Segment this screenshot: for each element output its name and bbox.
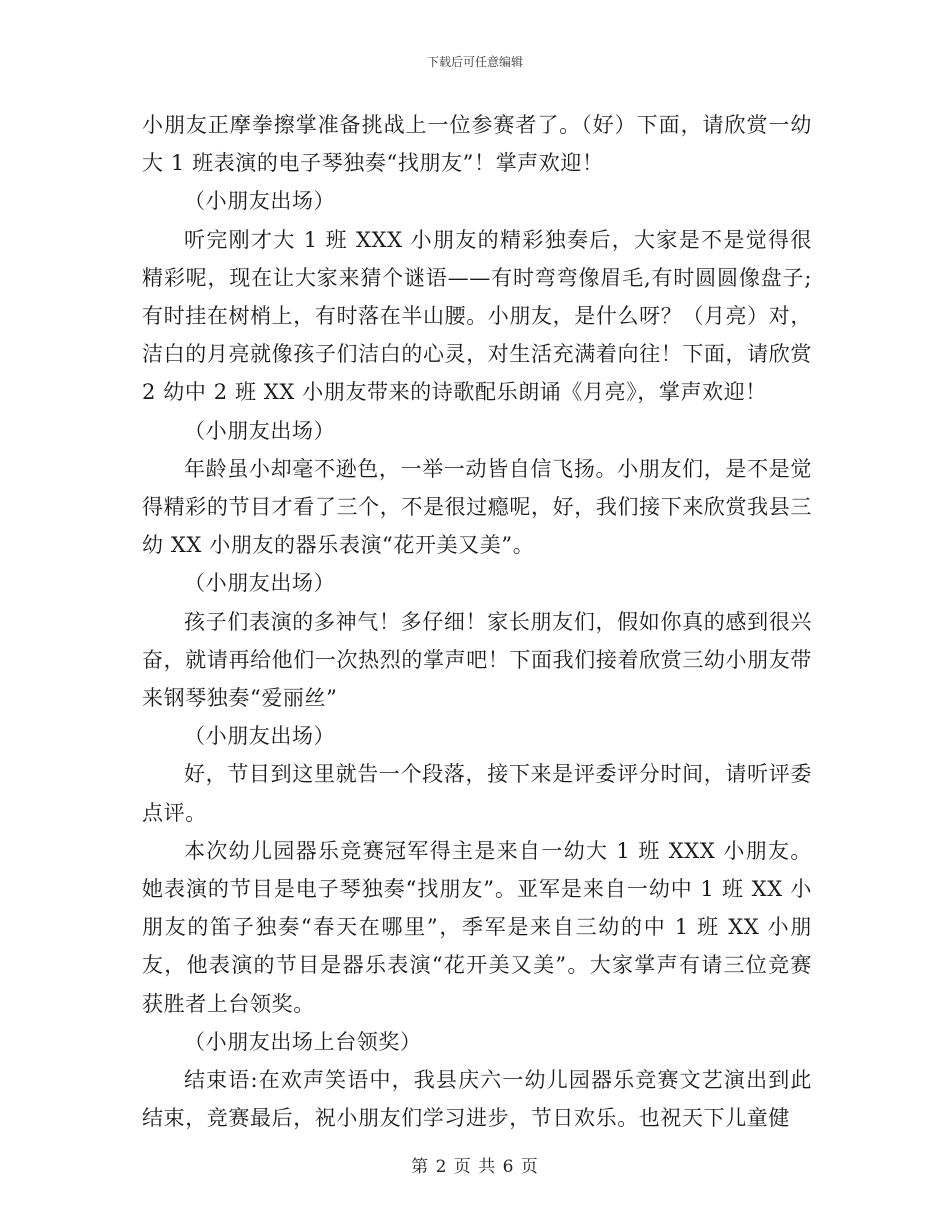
paragraph: 结束语:在欢声笑语中，我县庆六一幼儿园器乐竞赛文艺演出到此结束，竞赛最后，祝小朋友们学习进步，节日欢乐。也祝天下儿童健 <box>142 1068 812 1131</box>
page-header: 下载后可任意编辑 <box>426 55 523 69</box>
stage-note: （小朋友出场） <box>184 189 336 214</box>
paragraph: 好，节目到这里就告一个段落，接下来是评委评分时间，请听评委点评。 <box>142 762 812 825</box>
paragraph: 本次幼儿园器乐竞赛冠军得主是来自一幼大 1 班 XXX 小朋友。她表演的节目是电子琴独奏“找朋友”。亚军是来自一幼中 1 班 XX 小朋友的笛子独奏“春天在哪里”，季军是来自三幼的中 1 班 XX 小朋友，他表演的节目是器乐表演“花开美又美”。大家掌声有请三位竞赛获胜者上台领奖。 <box>142 838 812 1016</box>
stage-note: （小朋友出场） <box>184 724 336 749</box>
stage-note: （小朋友出场） <box>184 571 336 596</box>
stage-note: （小朋友出场上台领奖） <box>184 1029 422 1054</box>
stage-note: （小朋友出场） <box>184 418 336 443</box>
page-number: 第 2 页 共 6 页 <box>411 1157 539 1177</box>
document-body <box>142 106 812 1137</box>
paragraph: 年龄虽小却毫不逊色，一举一动皆自信飞扬。小朋友们，是不是觉得精彩的节目才看了三个，不是很过瘾呢，好，我们接下来欣赏我县三幼 XX 小朋友的器乐表演“花开美又美”。 <box>142 456 812 558</box>
paragraph: 孩子们表演的多神气！多仔细！家长朋友们，假如你真的感到很兴奋，就请再给他们一次热烈的掌声吧！下面我们接着欣赏三幼小朋友带来钢琴独奏“爱丽丝” <box>142 609 812 711</box>
paragraph: 听完刚才大 1 班 XXX 小朋友的精彩独奏后，大家是不是觉得很精彩呢，现在让大家来猜个谜语——有时弯弯像眉毛,有时圆圆像盘子;有时挂在树梢上，有时落在半山腰。小朋友，是什么呀？（月亮）对，洁白的月亮就像孩子们洁白的心灵，对生活充满着向往！下面，请欣赏 2 幼中 2 班 XX 小朋友带来的诗歌配乐朗诵《月亮》，掌声欢迎！ <box>142 227 812 405</box>
paragraph: 小朋友正摩拳擦掌准备挑战上一位参赛者了。（好）下面，请欣赏一幼大 1 班表演的电子琴独奏“找朋友”！掌声欢迎！ <box>142 113 812 176</box>
